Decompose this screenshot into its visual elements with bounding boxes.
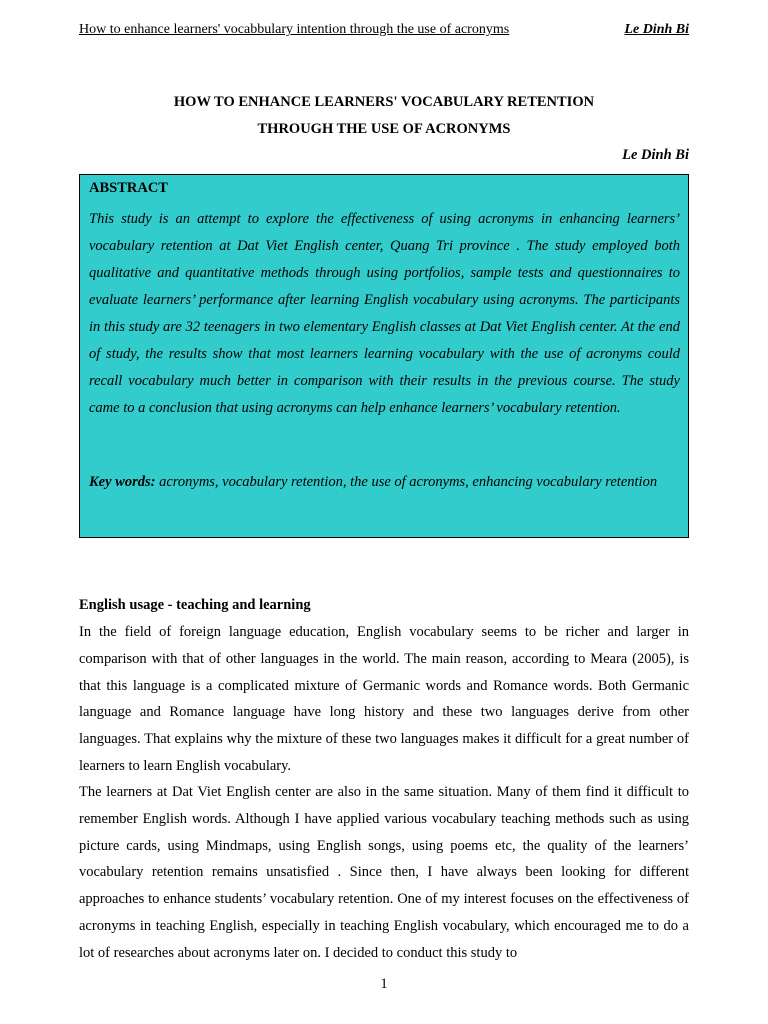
running-header xyxy=(79,22,689,42)
keywords-label: Key words: xyxy=(89,474,156,490)
body-paragraph: The learners at Dat Viet English center are also in the same situation. Many of them find it difficult to remember English words. Although I have applied various vocabulary teaching methods such as using picture cards, using Mindmaps, using English songs, using poems etc, the quality of the learners’ vocabulary retention remains unsatisfied . Since then, I have always been looking for different approaches to enhance students’ vocabulary retention. One of my interest focuses on the effectiveness of acronyms in teaching English, especially in teaching English vocabulary, which encouraged me to do a lot of researches about acronyms later on. I decided to conduct this study to xyxy=(79,784,689,961)
keywords xyxy=(89,469,680,496)
abstract-heading: ABSTRACT xyxy=(89,180,168,196)
paper-author: Le Dinh Bi xyxy=(622,147,689,163)
paper-title-line-2: THROUGH THE USE OF ACRONYMS xyxy=(257,121,511,137)
running-header-title: How to enhance learners' vocabbulary intention through the use of acronyms xyxy=(79,22,510,37)
running-header-author: Le Dinh Bi xyxy=(624,22,689,37)
paper-title-line-1: HOW TO ENHANCE LEARNERS' VOCABULARY RETENTION xyxy=(173,94,595,110)
body-paragraph: In the field of foreign language education, English vocabulary seems to be richer and larger in comparison with that of other languages in the world. The main reason, according to Meara (2005), is that this language is a complicated mixture of Germanic words and Romance words. Both Germanic language and Romance language have long history and these two languages derive from other languages. That explains why the mixture of these two languages makes it difficult for a great number of learners to learn English vocabulary. xyxy=(79,624,689,774)
page-number: 1 xyxy=(380,976,388,992)
abstract-box xyxy=(79,174,689,538)
section-heading: English usage - teaching and learning xyxy=(79,597,311,613)
keywords-list: acronyms, vocabulary retention, the use of acronyms, enhancing vocabulary retention xyxy=(159,474,658,490)
abstract-text: This study is an attempt to explore the effectiveness of using acronyms in enhancing learners’ vocabulary retention at Dat Viet English center, Quang Tri province . The study employed both qualitative and quantitative methods through using portfolios, sample tests and questionnaires to evaluate learners’ performance after learning English vocabulary using acronyms. The participants in this study are 32 teenagers in two elementary English classes at Dat Viet English center. At the end of study, the results show that most learners learning vocabulary with the use of acronyms could recall vocabulary much better in comparison with their results in the previous course. The study came to a conclusion that using acronyms can help enhance learners’ vocabulary retention. xyxy=(89,211,680,416)
